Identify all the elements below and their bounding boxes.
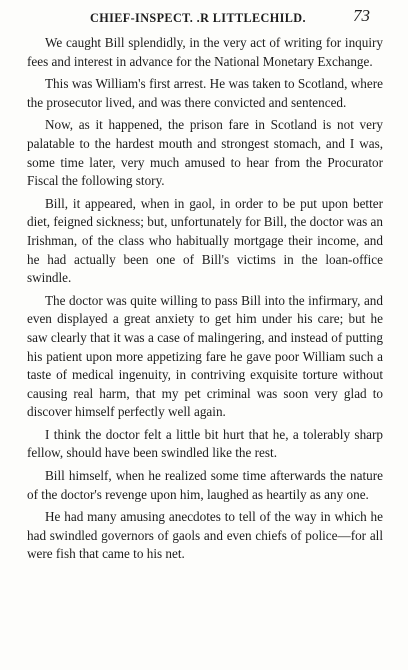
paragraph-1: We caught Bill splendidly, in the very act of writing for inquiry fees and interest in advance for the National Monetary Exchange.	[27, 35, 383, 69]
paragraph-5: The doctor was quite willing to pass Bill into the infirmary, and even displayed a great anxiety to get him under his care; but he saw clearly that it was a case of malingering, and instead of putting his patient upon more appetizing fare he gave poor William such a taste of medical ingenuity, in contriving exquisite torture without causing real harm, that my pet criminal was soon very glad to discover himself perfectly well again.	[27, 292, 383, 420]
paragraph-8: He had many amusing anecdotes to tell of the way in which he had swindled governors of gaols and even chiefs of police—for all were fish that came to his net.	[27, 509, 383, 562]
paragraph-4: Bill, it appeared, when in gaol, in order to be put upon better diet, feigned sickness; but, unfortunately for Bill, the doctor was an Irishman, of the class who habitually mortgage their income, and he had actually been one of Bill's victims in the loan-office swindle.	[27, 195, 383, 286]
body-text	[27, 34, 383, 568]
paragraph-2: This was William's first arrest. He was taken to Scotland, where the prosecutor lived, and was there convicted and sentenced.	[27, 76, 383, 110]
paragraph-6: I think the doctor felt a little bit hurt that he, a tolerably sharp fellow, should have been swindled like the rest.	[27, 426, 383, 461]
running-title: CHIEF-INSPECT. .R LITTLECHILD.	[90, 11, 306, 25]
running-head	[40, 4, 370, 30]
paragraph-7: Bill himself, when he realized some time afterwards the nature of the doctor's revenge upon him, laughed as heartily as any one.	[27, 468, 383, 502]
paragraph-3: Now, as it happened, the prison fare in Scotland is not very palatable to the hardest mouth and strongest stomach, and I was, some time later, very much amused to hear from the Procurator Fiscal the following story.	[27, 117, 383, 189]
page-number: 73	[353, 6, 370, 25]
